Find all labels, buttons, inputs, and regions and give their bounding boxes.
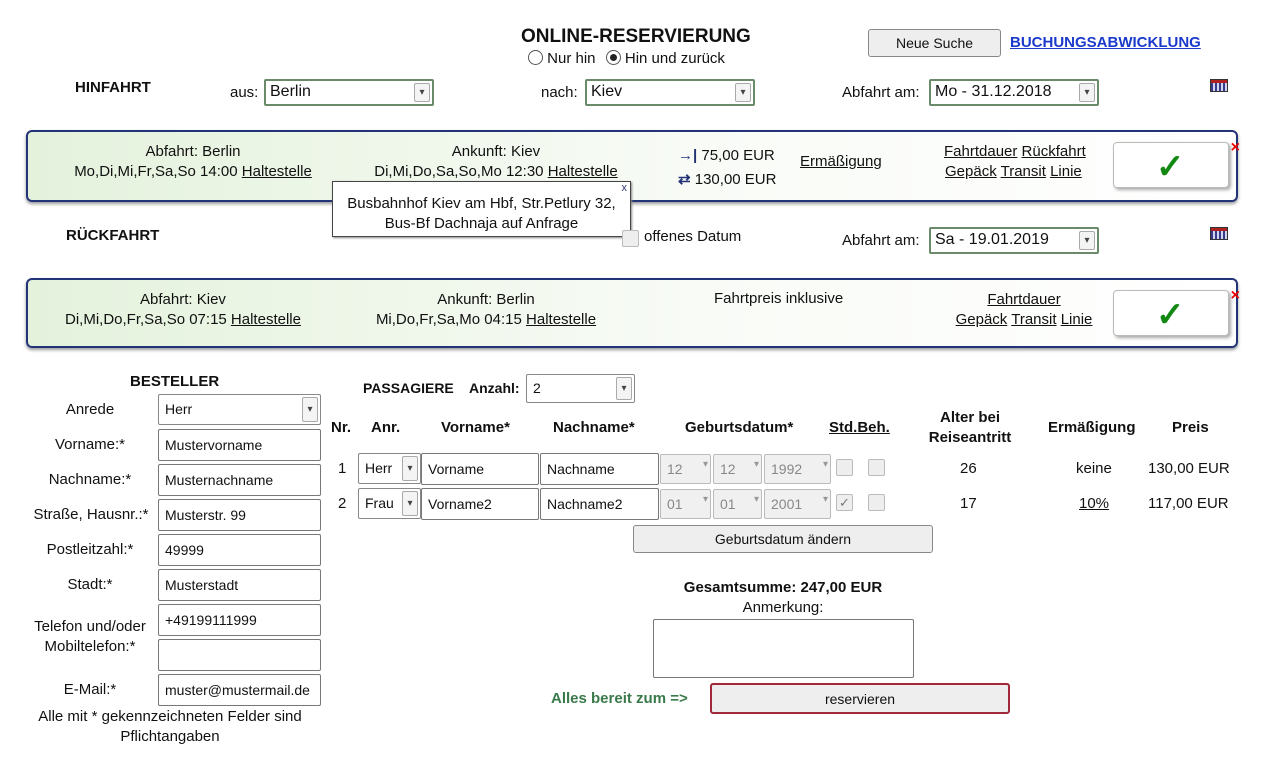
lastname-label: Nachname:* [48,471,132,488]
remark-textarea[interactable] [653,619,914,678]
return-arrival-title: Ankunft: Berlin [437,291,535,308]
outbound-arrival-title: Ankunft: Kiev [451,143,541,160]
close-icon[interactable]: × [1230,139,1240,156]
col-salutation: Anr. [371,419,401,436]
return-date-label: Abfahrt am: [842,232,920,249]
postcode-input[interactable]: 49999 [158,534,321,566]
radio-round-trip[interactable] [606,50,621,65]
row1-age: 26 [960,460,977,477]
outbound-date-select[interactable]: Mo - 31.12.2018 ▾ [929,79,1099,106]
calendar-icon[interactable] [1210,227,1228,240]
ready-label: Alles bereit zum => [551,690,688,707]
close-icon[interactable]: × [1230,287,1240,304]
remark-label: Anmerkung: [742,599,824,616]
row1-nr: 1 [338,460,347,477]
booking-link[interactable]: BUCHUNGSABWICKLUNG [1010,34,1201,51]
outbound-trip-panel [26,130,1238,202]
stop-tooltip [332,181,631,237]
row1-birth-day: 12 ▾ [660,454,711,484]
outbound-departure-title: Abfahrt: Berlin [145,143,241,160]
chevron-down-icon: ▾ [302,397,318,422]
discount-link[interactable]: Ermäßigung [800,153,882,170]
outbound-date-label: Abfahrt am: [842,84,920,101]
page-title: ONLINE-RESERVIERUNG [521,26,751,47]
row2-extra-checkbox[interactable] [868,494,885,511]
firstname-label: Vorname:* [54,436,126,453]
row2-price: 117,00 EUR [1148,495,1229,512]
col-price: Preis [1172,419,1209,436]
return-transit-link[interactable]: Transit [1011,311,1057,328]
checkmark-icon: ✓ [1156,296,1185,334]
col-age-line1: Alter bei [939,409,1000,426]
postcode-label: Postleitzahl:* [46,541,134,558]
return-departure-days: Di,Mi,Do,Fr,Sa,So 07:15 [65,311,227,328]
return-date-select[interactable]: Sa - 19.01.2019 ▾ [929,227,1099,254]
to-select[interactable]: Kiev ▾ [585,79,755,106]
col-lastname: Nachname* [553,419,635,436]
city-label: Stadt:* [67,576,113,593]
to-label: nach: [541,84,578,101]
return-confirm-button[interactable] [1113,287,1240,336]
salutation-label: Anrede [65,401,115,418]
return-section-title: RÜCKFAHRT [66,227,160,244]
lastname-input[interactable]: Musternachname [158,464,321,496]
outbound-departure-days: Mo,Di,Mi,Fr,Sa,So 14:00 [74,163,238,180]
arrival-stop-link[interactable]: Haltestelle [547,163,618,180]
email-label: E-Mail:* [63,681,117,698]
departure-stop-link[interactable]: Haltestelle [241,163,312,180]
mobile-input[interactable] [158,639,321,671]
phone-label: Telefon und/oder [34,618,146,635]
street-input[interactable]: Musterstr. 99 [158,499,321,531]
city-input[interactable]: Musterstadt [158,569,321,601]
row2-discount-link[interactable]: 10% [1079,495,1110,512]
chevron-down-icon: ▾ [616,377,632,400]
row2-birth-day: 01 ▾ [660,489,711,519]
row2-birth-year: 2001 ▾ [764,489,831,519]
chevron-down-icon: ▾ [1079,83,1095,102]
return-link[interactable]: Rückfahrt [1021,143,1086,160]
return-departure-title: Abfahrt: Kiev [140,291,226,308]
radio-one-way-label[interactable]: Nur hin [547,50,596,67]
from-select[interactable]: Berlin ▾ [264,79,434,106]
radio-round-trip-label[interactable]: Hin und zurück [624,50,725,67]
open-date-checkbox[interactable] [622,230,639,247]
duration-link[interactable]: Fahrtdauer [944,143,1018,160]
chevron-down-icon: ▾ [414,83,430,102]
return-luggage-link[interactable]: Gepäck [955,311,1008,328]
row1-lastname-input[interactable]: Nachname [540,453,659,485]
radio-one-way[interactable] [528,50,543,65]
trip-type-radios [528,50,725,67]
calendar-icon[interactable] [1210,79,1228,92]
total-sum: Gesamtsumme: 247,00 EUR [683,579,883,596]
new-search-button[interactable]: Neue Suche [868,29,1001,57]
col-discount: Ermäßigung [1048,419,1136,436]
outbound-confirm-button[interactable] [1113,139,1240,188]
from-label: aus: [230,84,259,101]
email-input[interactable]: muster@mustermail.de [158,674,321,706]
tooltip-line-1: Busbahnhof Kiev am Hbf, Str.Petlury 32, [347,195,616,212]
transit-link[interactable]: Transit [1000,163,1046,180]
price-one-way: 75,00 EUR [701,147,775,164]
row1-price: 130,00 EUR [1148,460,1230,477]
return-line-link[interactable]: Linie [1060,311,1093,328]
luggage-link[interactable]: Gepäck [945,163,997,180]
phone-input[interactable]: +49199111999 [158,604,321,636]
passengers-title: PASSAGIERE [363,380,454,396]
firstname-input[interactable]: Mustervorname [158,429,321,461]
open-date-label[interactable]: offenes Datum [644,228,742,245]
row2-firstname-input[interactable]: Vorname2 [421,488,539,520]
col-birthdate: Geburtsdatum* [685,419,794,436]
row1-birth-year: 1992 ▾ [764,454,831,484]
required-note-2: Pflichtangaben [120,728,220,745]
chevron-down-icon: ▾ [735,83,751,102]
row2-disability-checkbox[interactable]: ✓ [836,494,853,511]
return-arrival-stop-link[interactable]: Haltestelle [526,311,597,328]
chevron-down-icon: ▾ [1079,231,1095,250]
row2-nr: 2 [338,495,347,512]
row2-salutation-select[interactable]: Frau ▾ [358,488,421,519]
col-firstname: Vorname* [441,419,510,436]
row1-disability-checkbox[interactable] [836,459,853,476]
passenger-count-select[interactable]: 2 ▾ [526,374,635,403]
col-disability[interactable]: Std.Beh. [829,419,890,436]
tooltip-close-icon[interactable]: x [621,182,627,194]
col-nr: Nr. [331,419,352,436]
row1-firstname-input[interactable]: Vorname [421,453,539,485]
col-age-line2: Reiseantritt [928,429,1012,446]
return-trip-panel [26,278,1238,348]
orderer-title: BESTELLER [130,373,220,390]
reserve-button[interactable]: reservieren [710,683,1010,714]
row2-lastname-input[interactable]: Nachname2 [540,488,659,520]
one-way-arrow-icon: →| [678,147,698,164]
outbound-section-title: HINFAHRT [75,79,151,96]
outbound-arrival-days: Di,Mi,Do,Sa,So,Mo 12:30 [374,163,544,180]
passenger-count-label: Anzahl: [469,380,520,396]
round-trip-arrows-icon: ⇄ [678,171,691,188]
required-note-1: Alle mit * gekennzeichneten Felder sind [38,708,302,725]
salutation-select[interactable]: Herr ▾ [158,394,321,425]
row1-birth-month: 12 ▾ [713,454,762,484]
tooltip-line-2: Bus-Bf Dachnaja auf Anfrage [384,215,579,232]
line-link[interactable]: Linie [1050,163,1082,180]
change-birthdate-button[interactable]: Geburtsdatum ändern [633,525,933,553]
row1-salutation-select[interactable]: Herr ▾ [358,453,421,484]
return-arrival-days: Mi,Do,Fr,Sa,Mo 04:15 [375,311,522,328]
row2-age: 17 [960,495,977,512]
price-included-note: Fahrtpreis inklusive [714,290,844,307]
checkmark-icon: ✓ [1156,148,1185,186]
row1-discount: keine [1076,460,1112,477]
price-round-trip: 130,00 EUR [694,171,777,188]
row1-extra-checkbox[interactable] [868,459,885,476]
return-duration-link[interactable]: Fahrtdauer [987,291,1061,308]
street-label: Straße, Hausnr.:* [33,506,149,523]
mobile-label: Mobiltelefon:* [44,638,136,655]
return-departure-stop-link[interactable]: Haltestelle [230,311,301,328]
row2-birth-month: 01 ▾ [713,489,762,519]
chevron-down-icon: ▾ [402,491,418,516]
chevron-down-icon: ▾ [402,456,418,481]
